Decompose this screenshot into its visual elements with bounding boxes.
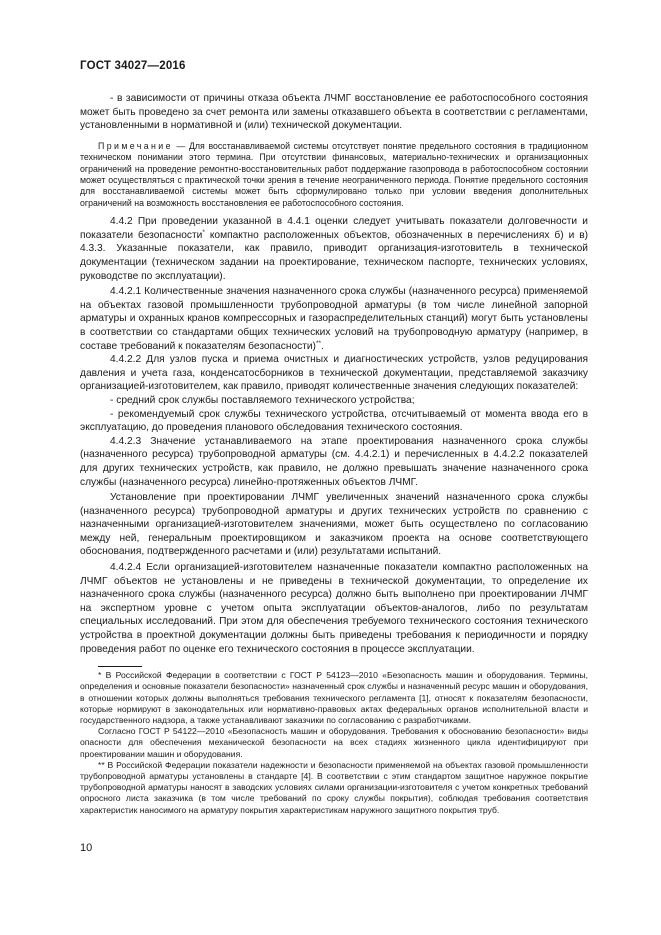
- list-item-average-service-life: - средний срок службы поставляемого технического устройства;: [110, 394, 415, 406]
- intro-list-item: - в зависимости от причины отказа объекта ЛЧМГ восстановление ее работоспособного состояния может быть проведено за счет ремонта или замены отказавшего объекта в соответствии с регламентами, установленными в нормативной и (или) технической документации.: [80, 93, 588, 132]
- paragraph-4-4-2-3: 4.4.2.3 Значение устанавливаемого на этапе проектирования назначенного срока службы (назначенного ресурса) трубопроводной арматуры (см. 4.4.2.1) и перечисленных в 4.4.2.2 показателей для других технических устройств, как правило, не должно превышать значение назначенного срока службы (назначенного ресурса) линейно-протяженных объектов ЛЧМГ.: [80, 435, 588, 488]
- note-text: — Для восстанавливаемой системы отсутствует понятие предельного состояния в традиционном техническом понимании этого термина. При отсутствии финансовых, материально-технических и организационных ограничений на проведение ремонтно-восстановительных работ поддержание газопровода в работоспособном состоянии может осуществляться с практической точки зрения в течение неограниченного периода. Понятие предельного состояния для восстанавливаемой системы может быть сформулировано только при условии введения дополнительных ограничений на возможность восстановления ее работоспособного состояния.: [80, 140, 588, 208]
- footnote-mark: **: [98, 759, 105, 770]
- paragraph-text: 4.4.2.1 Количественные значения назначенного срока службы (назначенного ресурса) применяемой на объектах газовой промышленности трубопроводной арматуры (в том числе линейной запорной арматуры и охранных кранов компрессорных и газораспределительных станций) могут быть установлены в соответствии со стандартами общих технических условий на трубопроводную арматуру (например, в составе требований к показателям безопасности): [80, 286, 588, 352]
- paragraph-4-4-2: [80, 215, 588, 283]
- footnote-separator: [98, 666, 142, 667]
- paragraph-text: компактно расположенных объектов, обозначенных в перечислениях б) и в) 4.3.3. Указанные показатели, как правило, приводит организация-изготовитель в технической документации (техническом задании на проектирование, техническом паспорте, технических условиях, руководстве по эксплуатации).: [80, 229, 589, 282]
- footnote-text: В Российской Федерации в соответствии с ГОСТ Р 54123—2010 «Безопасность машин и оборудования. Термины, определения и основные показатели безопасности» назначенный срок службы и назначенный ресурс машин и оборудования, в отношении которых должны выполняться требования технического регламента [1], относят к показателям безопасности, которые нормируют в законодательных или нормативно-правовых актах федеральных органов исполнительной власти и государственного надзора, а также устанавливают заказчики по согласованию с разработчиками.: [80, 670, 588, 726]
- footnote-1: [80, 670, 588, 726]
- footnote-mark: *: [98, 670, 102, 681]
- footnote-ref: **: [315, 339, 322, 347]
- paragraph-text: 4.4.2 При проведении указанной в 4.4.1 оценки следует учитывать показатели долговечности и показатели безопасности: [80, 216, 588, 241]
- list-item-recommended-service-life: - рекомендуемый срок службы технического устройства, отсчитываемый от момента ввода его в эксплуатацию, до проведения планового обследования технического состояния.: [80, 408, 588, 434]
- page-header: ГОСТ 34027—2016: [80, 60, 186, 72]
- footnote-ref: *: [202, 228, 205, 236]
- note-label: Примечание: [98, 140, 173, 151]
- body-text: [80, 92, 588, 816]
- footnote-2: [80, 760, 588, 816]
- page-number: 10: [80, 842, 93, 854]
- paragraph-establishment: Установление при проектировании ЛЧМГ увеличенных значений назначенного срока службы (назначенного ресурса) трубопроводной арматуры и других технических устройств по сравнению с назначенными организацией-изготовителем значениями, может быть осуществлено по согласованию между ней, генеральным проектировщиком и заказчиком проекта на основе соответствующего обоснования, подтвержденного расчетами и (или) результатами испытаний.: [80, 492, 588, 558]
- paragraph-text: .: [321, 340, 324, 352]
- note: [80, 141, 588, 209]
- paragraph-4-4-2-4: 4.4.2.4 Если организацией-изготовителем назначенные показатели компактно расположенных на ЛЧМГ объектов не установлены и не приведены в технической документации, то определение их назначенного срока службы (назначенного ресурса) должно быть выполнено при проектировании ЛЧМГ на экспертном уровне с учетом опыта эксплуатации объектов-аналогов, либо по результатам специальных исследований. При этом для обеспечения требуемого технического состояния технического устройства в проектной документации должны быть приведены требования к периодичности и порядку проведения работ по оценке его технического состояния в процессе эксплуатации.: [80, 562, 588, 655]
- footnote-1-continuation: Согласно ГОСТ Р 54122—2010 «Безопасность машин и оборудования. Требования к обоснованию безопасности» виды опасности для обеспечения механической безопасности на всех стадиях жизненного цикла идентифицируют при проектировании машин и оборудования.: [80, 726, 588, 759]
- footnote-text: В Российской Федерации показатели надежности и безопасности применяемой на объектах газовой промышленности трубопроводной арматуры установлены в стандарте [4]. В соответствии с этим стандартом защитное наружное покрытие трубопроводной арматуры наносят в заводских условиях силами организации-изготовителя с учетом конкретных требований опросного листа заказчика (в том числе требований по сроку службы покрытия), соблюдая требования соответствия характеристик наносимого на арматуру покрытия характеристикам наружного защитного покрытия труб.: [80, 759, 588, 815]
- paragraph-4-4-2-2: 4.4.2.2 Для узлов пуска и приема очистных и диагностических устройств, узлов редуцирования давления и учета газа, конденсатосборников в технической документации, представляемой заказчику организацией-изготовителем, как правило, приводят количественные значения следующих показателей:: [80, 354, 588, 393]
- paragraph-4-4-2-1: [80, 285, 588, 353]
